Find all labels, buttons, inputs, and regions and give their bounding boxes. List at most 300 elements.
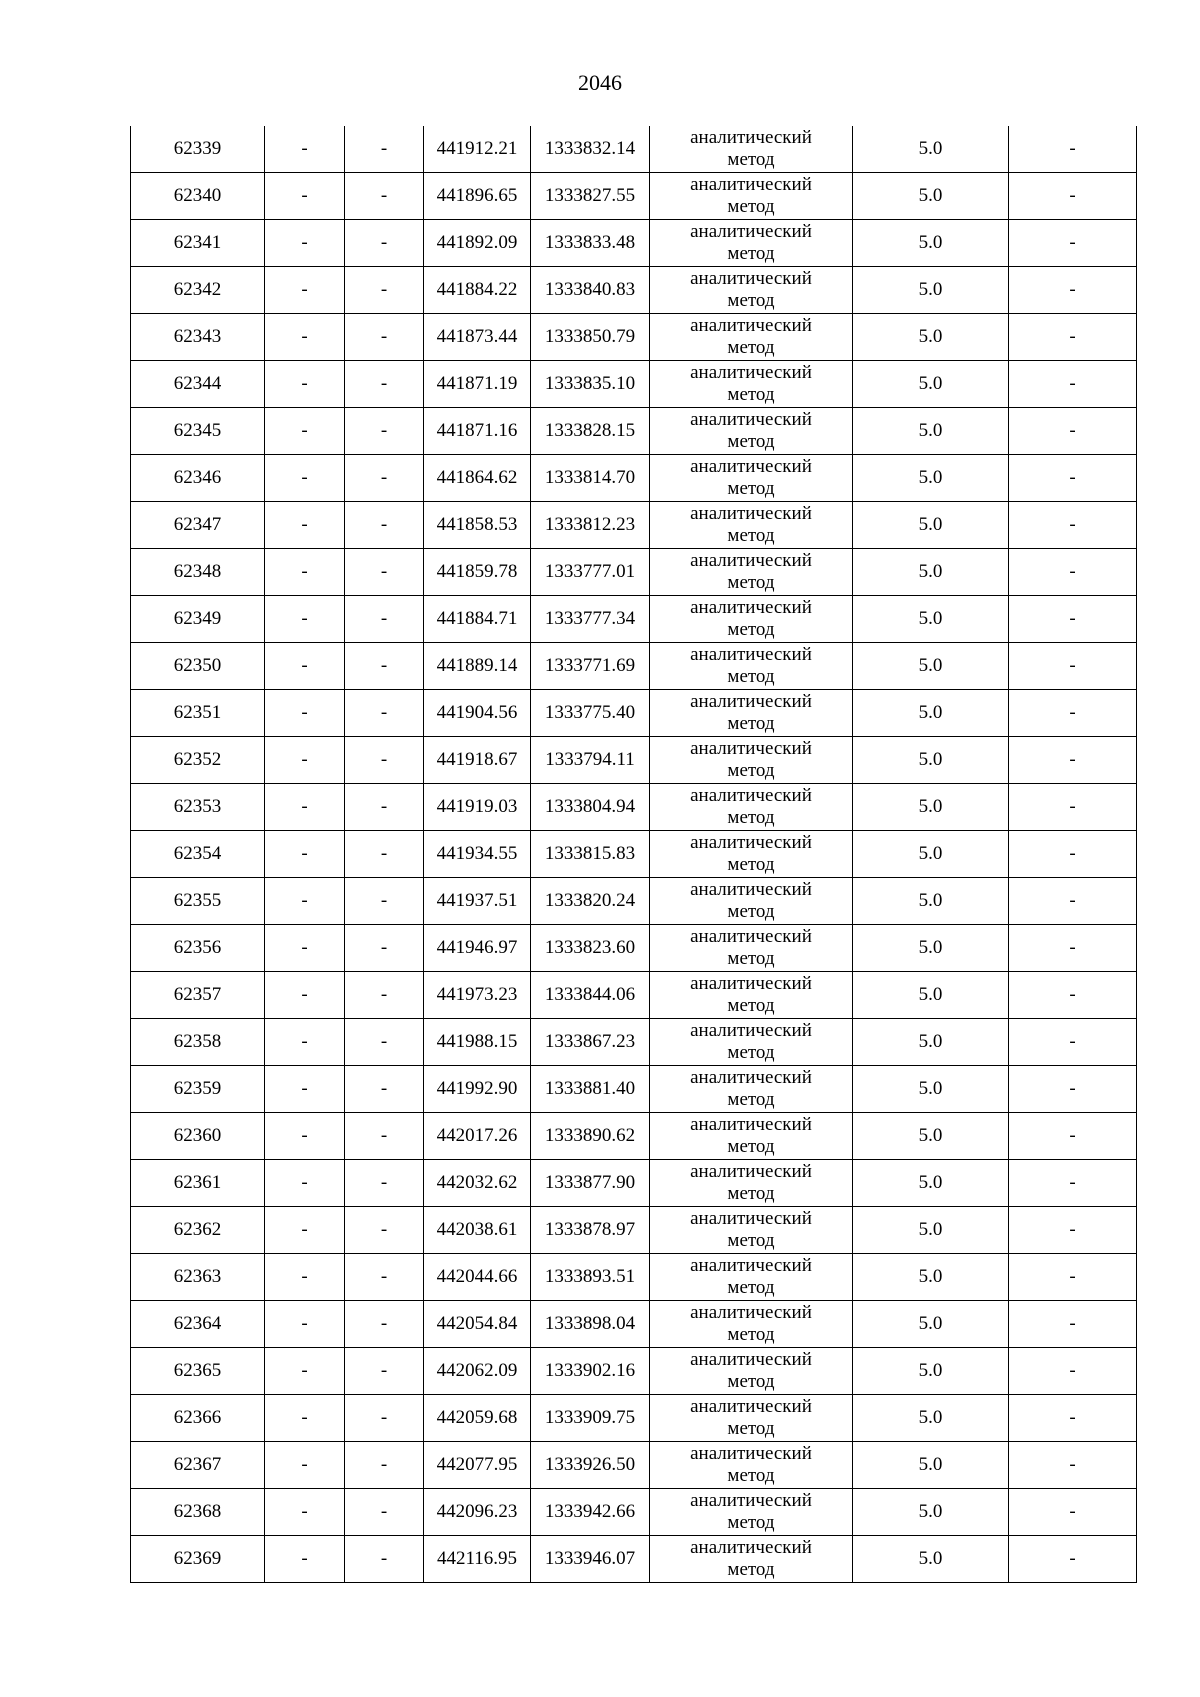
table-row [131,784,1137,831]
x-coordinate-cell: 442038.61 [424,1207,531,1254]
point-number-cell: 62346 [131,455,265,502]
table-row [131,502,1137,549]
point-number-cell: 62349 [131,596,265,643]
x-coordinate-cell: 441871.19 [424,361,531,408]
x-coordinate-cell: 441873.44 [424,314,531,361]
point-number-cell: 62343 [131,314,265,361]
method-cell [650,267,853,314]
method-line-1: аналитический [690,644,812,665]
method-line-1: аналитический [690,832,812,853]
method-line-1: аналитический [690,973,812,994]
method-line-1: аналитический [690,1114,812,1135]
method-line-2: метод [727,1089,775,1110]
x-coordinate-cell: 441871.16 [424,408,531,455]
table-row [131,1207,1137,1254]
x-coordinate-cell: 441892.09 [424,220,531,267]
method-line-2: метод [727,478,775,499]
method-line-2: метод [727,384,775,405]
point-number-cell: 62341 [131,220,265,267]
method-line-2: метод [727,572,775,593]
empty-cell: - [345,1395,424,1442]
method-line-1: аналитический [690,174,812,195]
accuracy-cell: 5.0 [853,314,1009,361]
table-row [131,596,1137,643]
method-line-1: аналитический [690,1537,812,1558]
empty-cell: - [265,1207,345,1254]
table-row [131,1019,1137,1066]
empty-cell: - [345,126,424,173]
empty-cell: - [265,784,345,831]
empty-cell: - [1009,502,1137,549]
method-line-2: метод [727,243,775,264]
x-coordinate-cell: 441859.78 [424,549,531,596]
point-number-cell: 62352 [131,737,265,784]
method-cell [650,878,853,925]
accuracy-cell: 5.0 [853,502,1009,549]
table-row [131,1348,1137,1395]
method-cell [650,1113,853,1160]
method-line-2: метод [727,807,775,828]
x-coordinate-cell: 441858.53 [424,502,531,549]
method-line-2: метод [727,1418,775,1439]
empty-cell: - [1009,455,1137,502]
method-line-2: метод [727,337,775,358]
y-coordinate-cell: 1333898.04 [531,1301,650,1348]
method-line-2: метод [727,948,775,969]
empty-cell: - [265,737,345,784]
table-row [131,126,1137,173]
method-line-1: аналитический [690,1020,812,1041]
table-row [131,1113,1137,1160]
y-coordinate-cell: 1333827.55 [531,173,650,220]
x-coordinate-cell: 441889.14 [424,643,531,690]
accuracy-cell: 5.0 [853,1254,1009,1301]
method-line-1: аналитический [690,456,812,477]
empty-cell: - [345,1348,424,1395]
method-line-1: аналитический [690,691,812,712]
table-row [131,549,1137,596]
accuracy-cell: 5.0 [853,784,1009,831]
empty-cell: - [265,267,345,314]
empty-cell: - [345,1113,424,1160]
empty-cell: - [265,408,345,455]
x-coordinate-cell: 441904.56 [424,690,531,737]
method-line-2: метод [727,1277,775,1298]
empty-cell: - [345,972,424,1019]
empty-cell: - [265,1348,345,1395]
method-cell [650,220,853,267]
method-cell [650,502,853,549]
method-line-1: аналитический [690,1302,812,1323]
empty-cell: - [1009,784,1137,831]
y-coordinate-cell: 1333850.79 [531,314,650,361]
point-number-cell: 62339 [131,126,265,173]
y-coordinate-cell: 1333835.10 [531,361,650,408]
accuracy-cell: 5.0 [853,1207,1009,1254]
accuracy-cell: 5.0 [853,455,1009,502]
method-cell [650,1066,853,1113]
accuracy-cell: 5.0 [853,1066,1009,1113]
table-row [131,1160,1137,1207]
x-coordinate-cell: 441896.65 [424,173,531,220]
method-line-2: метод [727,666,775,687]
method-line-1: аналитический [690,926,812,947]
method-line-2: метод [727,1042,775,1063]
accuracy-cell: 5.0 [853,878,1009,925]
table-body [131,126,1137,1583]
empty-cell: - [1009,1442,1137,1489]
empty-cell: - [265,1019,345,1066]
method-cell [650,455,853,502]
y-coordinate-cell: 1333833.48 [531,220,650,267]
x-coordinate-cell: 442059.68 [424,1395,531,1442]
empty-cell: - [265,1489,345,1536]
empty-cell: - [345,643,424,690]
y-coordinate-cell: 1333890.62 [531,1113,650,1160]
accuracy-cell: 5.0 [853,173,1009,220]
y-coordinate-cell: 1333823.60 [531,925,650,972]
y-coordinate-cell: 1333909.75 [531,1395,650,1442]
accuracy-cell: 5.0 [853,267,1009,314]
empty-cell: - [265,1113,345,1160]
accuracy-cell: 5.0 [853,831,1009,878]
point-number-cell: 62366 [131,1395,265,1442]
method-cell [650,643,853,690]
empty-cell: - [265,1395,345,1442]
method-line-1: аналитический [690,1255,812,1276]
point-number-cell: 62358 [131,1019,265,1066]
accuracy-cell: 5.0 [853,1301,1009,1348]
point-number-cell: 62347 [131,502,265,549]
empty-cell: - [265,1254,345,1301]
method-cell [650,690,853,737]
method-line-1: аналитический [690,268,812,289]
method-line-1: аналитический [690,362,812,383]
x-coordinate-cell: 442116.95 [424,1536,531,1583]
x-coordinate-cell: 441992.90 [424,1066,531,1113]
empty-cell: - [345,1442,424,1489]
empty-cell: - [1009,549,1137,596]
empty-cell: - [265,173,345,220]
empty-cell: - [265,1301,345,1348]
empty-cell: - [345,408,424,455]
empty-cell: - [345,878,424,925]
accuracy-cell: 5.0 [853,1395,1009,1442]
table-row [131,925,1137,972]
x-coordinate-cell: 441919.03 [424,784,531,831]
x-coordinate-cell: 441934.55 [424,831,531,878]
point-number-cell: 62340 [131,173,265,220]
table-row [131,1066,1137,1113]
point-number-cell: 62351 [131,690,265,737]
empty-cell: - [345,455,424,502]
method-line-2: метод [727,525,775,546]
y-coordinate-cell: 1333893.51 [531,1254,650,1301]
method-cell [650,1536,853,1583]
method-cell [650,784,853,831]
method-line-1: аналитический [690,1349,812,1370]
point-number-cell: 62365 [131,1348,265,1395]
point-number-cell: 62357 [131,972,265,1019]
x-coordinate-cell: 442077.95 [424,1442,531,1489]
empty-cell: - [265,1066,345,1113]
table-row [131,1301,1137,1348]
method-line-2: метод [727,1559,775,1580]
empty-cell: - [265,1160,345,1207]
empty-cell: - [265,596,345,643]
table-row [131,1254,1137,1301]
y-coordinate-cell: 1333828.15 [531,408,650,455]
point-number-cell: 62362 [131,1207,265,1254]
y-coordinate-cell: 1333881.40 [531,1066,650,1113]
y-coordinate-cell: 1333794.11 [531,737,650,784]
empty-cell: - [265,455,345,502]
x-coordinate-cell: 441918.67 [424,737,531,784]
x-coordinate-cell: 441864.62 [424,455,531,502]
empty-cell: - [345,314,424,361]
empty-cell: - [345,361,424,408]
empty-cell: - [265,972,345,1019]
method-cell [650,1301,853,1348]
method-line-1: аналитический [690,1161,812,1182]
empty-cell: - [265,314,345,361]
table-row [131,361,1137,408]
y-coordinate-cell: 1333804.94 [531,784,650,831]
empty-cell: - [1009,126,1137,173]
y-coordinate-cell: 1333840.83 [531,267,650,314]
empty-cell: - [265,549,345,596]
method-line-2: метод [727,995,775,1016]
point-number-cell: 62361 [131,1160,265,1207]
x-coordinate-cell: 442054.84 [424,1301,531,1348]
empty-cell: - [1009,925,1137,972]
empty-cell: - [265,1536,345,1583]
method-line-1: аналитический [690,1490,812,1511]
empty-cell: - [345,737,424,784]
empty-cell: - [345,502,424,549]
y-coordinate-cell: 1333926.50 [531,1442,650,1489]
method-line-1: аналитический [690,1067,812,1088]
x-coordinate-cell: 441973.23 [424,972,531,1019]
accuracy-cell: 5.0 [853,1489,1009,1536]
empty-cell: - [1009,643,1137,690]
table-row [131,267,1137,314]
x-coordinate-cell: 441884.22 [424,267,531,314]
empty-cell: - [1009,690,1137,737]
empty-cell: - [265,220,345,267]
point-number-cell: 62344 [131,361,265,408]
method-line-2: метод [727,619,775,640]
table-row [131,1442,1137,1489]
empty-cell: - [265,690,345,737]
method-line-2: метод [727,149,775,170]
point-number-cell: 62353 [131,784,265,831]
method-line-1: аналитический [690,785,812,806]
y-coordinate-cell: 1333777.34 [531,596,650,643]
method-line-1: аналитический [690,879,812,900]
empty-cell: - [1009,1066,1137,1113]
method-line-2: метод [727,713,775,734]
empty-cell: - [345,596,424,643]
point-number-cell: 62342 [131,267,265,314]
empty-cell: - [1009,1536,1137,1583]
accuracy-cell: 5.0 [853,220,1009,267]
method-cell [650,126,853,173]
empty-cell: - [345,1489,424,1536]
table-row [131,643,1137,690]
method-cell [650,408,853,455]
accuracy-cell: 5.0 [853,549,1009,596]
table-row [131,831,1137,878]
point-number-cell: 62345 [131,408,265,455]
method-cell [650,737,853,784]
empty-cell: - [1009,408,1137,455]
x-coordinate-cell: 442096.23 [424,1489,531,1536]
method-line-1: аналитический [690,127,812,148]
y-coordinate-cell: 1333815.83 [531,831,650,878]
empty-cell: - [345,1536,424,1583]
table-row [131,1536,1137,1583]
empty-cell: - [1009,1160,1137,1207]
empty-cell: - [265,925,345,972]
method-cell [650,549,853,596]
y-coordinate-cell: 1333844.06 [531,972,650,1019]
empty-cell: - [345,1207,424,1254]
method-cell [650,1348,853,1395]
empty-cell: - [265,643,345,690]
method-line-2: метод [727,854,775,875]
y-coordinate-cell: 1333877.90 [531,1160,650,1207]
table-row [131,173,1137,220]
y-coordinate-cell: 1333775.40 [531,690,650,737]
method-line-1: аналитический [690,1396,812,1417]
empty-cell: - [1009,1301,1137,1348]
accuracy-cell: 5.0 [853,408,1009,455]
empty-cell: - [345,690,424,737]
method-line-2: метод [727,1324,775,1345]
method-line-2: метод [727,1371,775,1392]
accuracy-cell: 5.0 [853,690,1009,737]
y-coordinate-cell: 1333814.70 [531,455,650,502]
empty-cell: - [1009,361,1137,408]
accuracy-cell: 5.0 [853,737,1009,784]
point-number-cell: 62363 [131,1254,265,1301]
page-number: 2046 [578,70,622,95]
method-line-1: аналитический [690,315,812,336]
accuracy-cell: 5.0 [853,126,1009,173]
x-coordinate-cell: 441937.51 [424,878,531,925]
accuracy-cell: 5.0 [853,972,1009,1019]
accuracy-cell: 5.0 [853,1348,1009,1395]
x-coordinate-cell: 442017.26 [424,1113,531,1160]
x-coordinate-cell: 442044.66 [424,1254,531,1301]
method-cell [650,1207,853,1254]
point-number-cell: 62350 [131,643,265,690]
x-coordinate-cell: 442062.09 [424,1348,531,1395]
method-line-2: метод [727,760,775,781]
table-row [131,1489,1137,1536]
empty-cell: - [1009,737,1137,784]
method-line-1: аналитический [690,1443,812,1464]
method-line-2: метод [727,1230,775,1251]
empty-cell: - [1009,878,1137,925]
method-cell [650,972,853,1019]
empty-cell: - [265,1442,345,1489]
empty-cell: - [345,173,424,220]
empty-cell: - [1009,1348,1137,1395]
method-cell [650,925,853,972]
method-cell [650,1395,853,1442]
x-coordinate-cell: 442032.62 [424,1160,531,1207]
empty-cell: - [1009,1207,1137,1254]
empty-cell: - [265,831,345,878]
method-line-2: метод [727,196,775,217]
method-line-2: метод [727,1465,775,1486]
method-cell [650,596,853,643]
method-cell [650,1160,853,1207]
accuracy-cell: 5.0 [853,1442,1009,1489]
method-line-1: аналитический [690,738,812,759]
point-number-cell: 62355 [131,878,265,925]
point-number-cell: 62356 [131,925,265,972]
method-line-2: метод [727,1183,775,1204]
table-row [131,737,1137,784]
method-line-1: аналитический [690,1208,812,1229]
point-number-cell: 62360 [131,1113,265,1160]
method-cell [650,1254,853,1301]
point-number-cell: 62359 [131,1066,265,1113]
empty-cell: - [345,831,424,878]
y-coordinate-cell: 1333946.07 [531,1536,650,1583]
table-row [131,1395,1137,1442]
coordinates-table [130,126,1137,1583]
empty-cell: - [345,549,424,596]
table-row [131,455,1137,502]
y-coordinate-cell: 1333902.16 [531,1348,650,1395]
empty-cell: - [1009,1254,1137,1301]
accuracy-cell: 5.0 [853,643,1009,690]
table-row [131,220,1137,267]
method-cell [650,1019,853,1066]
accuracy-cell: 5.0 [853,1113,1009,1160]
point-number-cell: 62348 [131,549,265,596]
x-coordinate-cell: 441988.15 [424,1019,531,1066]
table-row [131,690,1137,737]
point-number-cell: 62367 [131,1442,265,1489]
method-cell [650,173,853,220]
empty-cell: - [265,126,345,173]
point-number-cell: 62368 [131,1489,265,1536]
empty-cell: - [345,784,424,831]
empty-cell: - [1009,1395,1137,1442]
empty-cell: - [1009,173,1137,220]
empty-cell: - [345,1301,424,1348]
empty-cell: - [1009,596,1137,643]
empty-cell: - [1009,1489,1137,1536]
method-cell [650,314,853,361]
method-cell [650,361,853,408]
empty-cell: - [1009,314,1137,361]
y-coordinate-cell: 1333820.24 [531,878,650,925]
method-line-1: аналитический [690,221,812,242]
accuracy-cell: 5.0 [853,596,1009,643]
method-line-1: аналитический [690,409,812,430]
empty-cell: - [1009,220,1137,267]
empty-cell: - [345,1019,424,1066]
x-coordinate-cell: 441884.71 [424,596,531,643]
empty-cell: - [345,1160,424,1207]
accuracy-cell: 5.0 [853,1160,1009,1207]
